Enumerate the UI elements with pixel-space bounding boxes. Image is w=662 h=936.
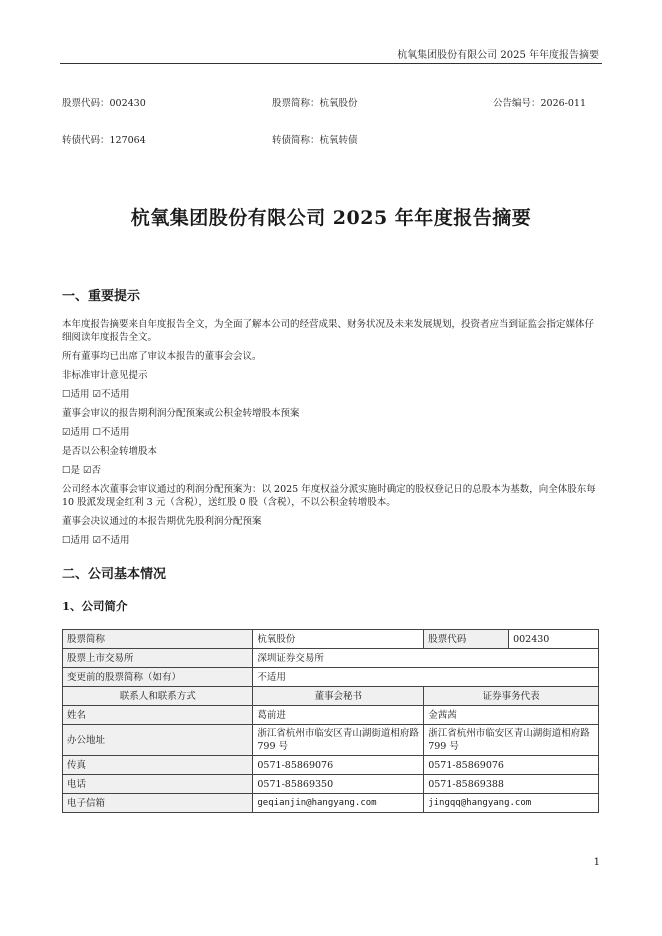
table-cell: 电话 (63, 775, 253, 794)
page-number: 1 (593, 857, 600, 868)
table-cell: 金茜茜 (424, 706, 599, 725)
stock-code: 股票代码：002430 (62, 98, 146, 109)
table-row (63, 794, 599, 813)
table-cell: 浙江省杭州市临安区青山湖街道相府路 799 号 (253, 725, 424, 756)
audit-opinion-options: ☐适用 ☑不适用 (62, 389, 130, 400)
table-cell: 0571-85869388 (424, 775, 599, 794)
company-profile-heading: 1、公司简介 (62, 599, 128, 613)
running-header: 杭氧集团股份有限公司 2025 年年度报告摘要 (397, 50, 599, 61)
table-cell: 电子信箱 (63, 794, 253, 813)
table-cell: 传真 (63, 756, 253, 775)
audit-opinion-label: 非标准审计意见提示 (62, 370, 148, 381)
intro-paragraph: 本年度报告摘要来自年度报告全文，为全面了解本公司的经营成果、财务状况及未来发展规划，投资者应当到证监会指定媒体仔细阅读年度报告全文。 (62, 319, 595, 343)
attendance-paragraph: 所有董事均已出席了审议本报告的董事会会议。 (62, 351, 262, 362)
table-cell: 变更前的股票简称（如有） (63, 668, 253, 687)
table-cell: 证券事务代表 (424, 687, 599, 706)
table-cell: 股票上市交易所 (63, 649, 253, 668)
table-cell: 联系人和联系方式 (63, 687, 253, 706)
profit-distribution-paragraph: 公司经本次董事会审议通过的利润分配预案为：以 2025 年度权益分派实施时确定的股权登记日的总股本为基数，向全体股东每 10 股派发现金红利 3 元（含税），送红股 0 股（含税），不以公积金转增股本。 (62, 484, 596, 508)
table-row (63, 725, 599, 756)
table-cell: 0571-85869350 (253, 775, 424, 794)
preferred-stock-label: 董事会决议通过的本报告期优先股利润分配预案 (62, 516, 262, 527)
table-cell: 办公地址 (63, 725, 253, 756)
profit-plan-label: 董事会审议的报告期利润分配预案或公积金转增股本预案 (62, 408, 300, 419)
table-cell: 董事会秘书 (253, 687, 424, 706)
stock-name: 股票简称：杭氧股份 (272, 98, 358, 109)
company-info-table (62, 629, 599, 813)
section-1-heading: 一、重要提示 (62, 289, 141, 304)
section-2-heading: 二、公司基本情况 (62, 567, 167, 582)
table-cell: 葛前进 (253, 706, 424, 725)
bond-code: 转债代码：127064 (62, 135, 146, 146)
bond-name: 转债简称：杭氧转债 (272, 135, 358, 146)
table-cell: 姓名 (63, 706, 253, 725)
table-row (63, 630, 599, 649)
reserve-conversion-options: ☐是 ☑否 (62, 465, 102, 476)
table-row (63, 775, 599, 794)
table-row (63, 668, 599, 687)
preferred-stock-options: ☐适用 ☑不适用 (62, 535, 130, 546)
table-cell: 股票简称 (63, 630, 253, 649)
table-cell: 0571-85869076 (424, 756, 599, 775)
table-cell: 股票代码 (424, 630, 509, 649)
table-cell: 002430 (509, 630, 599, 649)
table-row (63, 687, 599, 706)
table-row (63, 706, 599, 725)
table-cell: 深圳证券交易所 (253, 649, 599, 668)
email-link[interactable]: jingqq@hangyang.com (424, 794, 599, 813)
table-row (63, 649, 599, 668)
table-row (63, 756, 599, 775)
table-cell: 0571-85869076 (253, 756, 424, 775)
table-cell: 不适用 (253, 668, 599, 687)
table-cell: 杭氧股份 (253, 630, 424, 649)
announcement-number: 公告编号：2026-011 (493, 98, 587, 109)
email-link[interactable]: geqianjin@hangyang.com (253, 794, 424, 813)
header-rule (60, 63, 602, 64)
section-1-body (62, 318, 602, 553)
table-cell: 浙江省杭州市临安区青山湖街道相府路 799 号 (424, 725, 599, 756)
document-title: 杭氧集团股份有限公司 2025 年年度报告摘要 (130, 207, 532, 229)
profit-plan-options: ☑适用 ☐不适用 (62, 427, 130, 438)
reserve-conversion-label: 是否以公积金转增股本 (62, 446, 158, 457)
